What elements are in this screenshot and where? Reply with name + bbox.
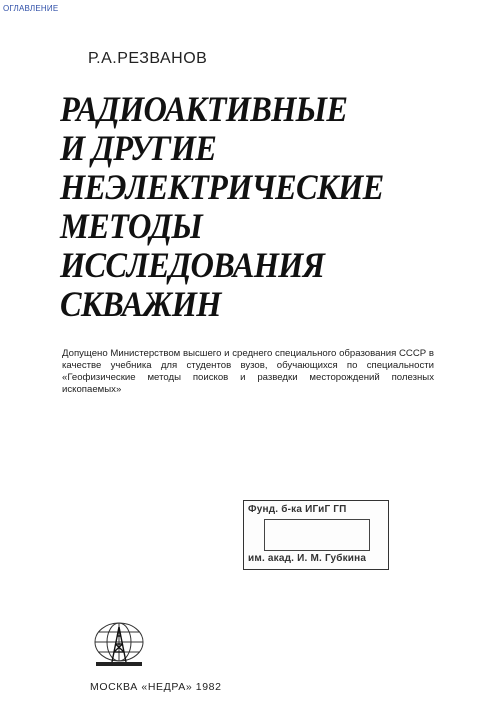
title-line-2: И ДРУГИЕ [60, 128, 217, 168]
publisher-logo-icon [90, 618, 148, 668]
library-stamp [243, 500, 389, 570]
toc-link[interactable]: ОГЛАВЛЕНИЕ [3, 4, 59, 13]
publisher-imprint: МОСКВА «НЕДРА» 1982 [90, 681, 222, 693]
stamp-blank-box [264, 519, 370, 551]
title-line-4: МЕТОДЫ [60, 206, 203, 246]
title-line-6: СКВАЖИН [60, 284, 221, 324]
author-name: Р.А.РЕЗВАНОВ [88, 50, 208, 67]
approval-note: Допущено Министерством высшего и среднего специального образования СССР в качестве учебника для студентов вузов, обучающихся по специальности «Геофизические методы поисков и разведки месторождений полезных ископаемых» [62, 348, 434, 395]
stamp-top-line: Фунд. б-ка ИГиГ ГП [248, 504, 347, 515]
stamp-bottom-line: им. акад. И. М. Губкина [248, 553, 367, 564]
book-title [60, 90, 440, 324]
title-line-3: НЕЭЛЕКТРИЧЕСКИЕ [60, 167, 384, 207]
title-line-1: РАДИОАКТИВНЫЕ [60, 89, 348, 129]
title-line-5: ИССЛЕДОВАНИЯ [60, 245, 325, 285]
